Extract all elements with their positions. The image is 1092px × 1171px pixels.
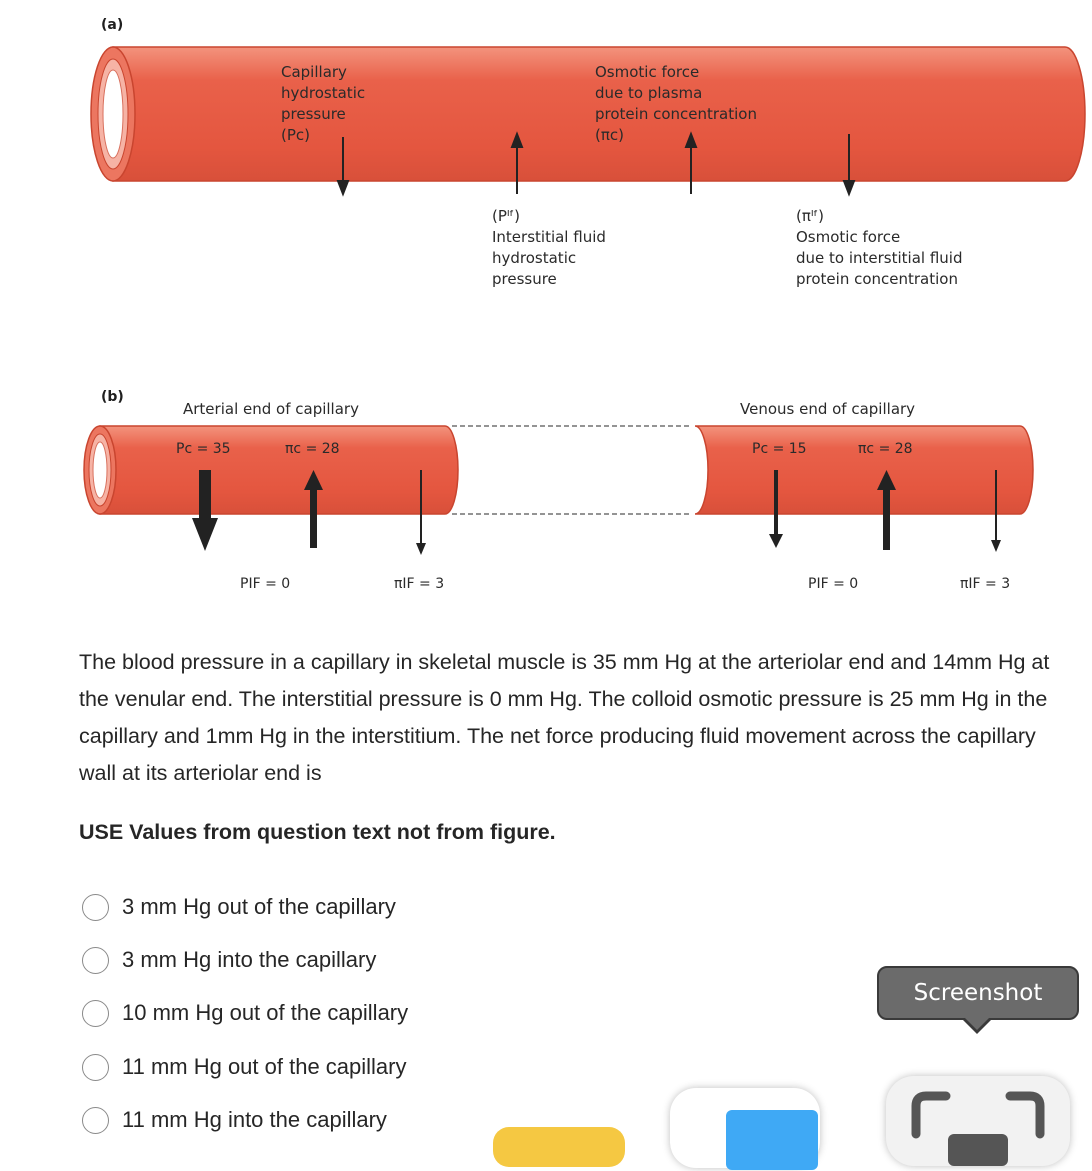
option-label: 3 mm Hg out of the capillary [122, 894, 396, 919]
arterial-piif-value: πIF = 3 [394, 576, 445, 592]
arterial-pc-value: Pc = 35 [176, 441, 231, 457]
option-label: 11 mm Hg into the capillary [122, 1107, 387, 1132]
screenshot-app-icon [886, 1076, 1070, 1166]
vessel-arterial [84, 426, 458, 514]
figure-label-b: (b) [101, 389, 124, 405]
option-3[interactable] [82, 998, 408, 1028]
dashed-gap [452, 426, 690, 514]
tooltip-tail-inner [964, 1017, 990, 1030]
option-label: 10 mm Hg out of the capillary [122, 1000, 409, 1025]
label-osmotic-plasma: Osmotic force due to plasma protein concentration (πᴄ) [595, 63, 757, 144]
venous-end-title: Venous end of capillary [740, 400, 916, 418]
folder-icon [726, 1110, 818, 1170]
radio-button[interactable] [82, 1000, 109, 1027]
label-interstitial-hydrostatic: (Pᴵᶠ) Interstitial fluid hydrostatic pressure [492, 207, 606, 288]
dock-app-icon-notes[interactable] [493, 1127, 625, 1167]
screenshot-tooltip[interactable]: Screenshot [877, 966, 1079, 1020]
question-text: The blood pressure in a capillary in skeletal muscle is 35 mm Hg at the arteriolar end and 14mm Hg at the venular end. The interstitial pressure is 0 mm Hg. The colloid osmotic pressure is 25 mm Hg in the capillary and 1mm Hg in the interstitium. The net force producing fluid movement across the capillary wall at its arteriolar end is [79, 650, 1050, 785]
option-4[interactable] [82, 1052, 407, 1082]
label-capillary-hydrostatic: Capillary hydrostatic pressure (Pᴄ) [281, 63, 366, 144]
radio-button[interactable] [82, 947, 109, 974]
option-label: 11 mm Hg out of the capillary [122, 1054, 407, 1079]
arterial-end-title: Arterial end of capillary [183, 400, 359, 418]
vessel-a [91, 47, 1085, 181]
vessel-venous [695, 426, 1033, 514]
venous-pc-value: Pc = 15 [752, 441, 807, 457]
label-osmotic-interstitial: (πᴵᶠ) Osmotic force due to interstitial fluid protein concentration [796, 207, 963, 288]
dock-app-icon-finder[interactable] [670, 1088, 820, 1168]
venous-pic-value: πc = 28 [858, 441, 913, 457]
arterial-pic-value: πc = 28 [285, 441, 340, 457]
venous-piif-value: πIF = 3 [960, 576, 1011, 592]
radio-button[interactable] [82, 894, 109, 921]
option-2[interactable] [82, 945, 376, 975]
question-instruction: USE Values from question text not from figure. [79, 820, 556, 844]
figure-label-a: (a) [101, 17, 124, 33]
arterial-pif-value: PIF = 0 [240, 576, 291, 592]
option-1[interactable] [82, 892, 396, 922]
option-5[interactable] [82, 1105, 387, 1135]
radio-button[interactable] [82, 1054, 109, 1081]
venous-pif-value: PIF = 0 [808, 576, 859, 592]
radio-button[interactable] [82, 1107, 109, 1134]
option-label: 3 mm Hg into the capillary [122, 947, 377, 972]
dock-app-icon-screenshot[interactable] [886, 1076, 1070, 1166]
